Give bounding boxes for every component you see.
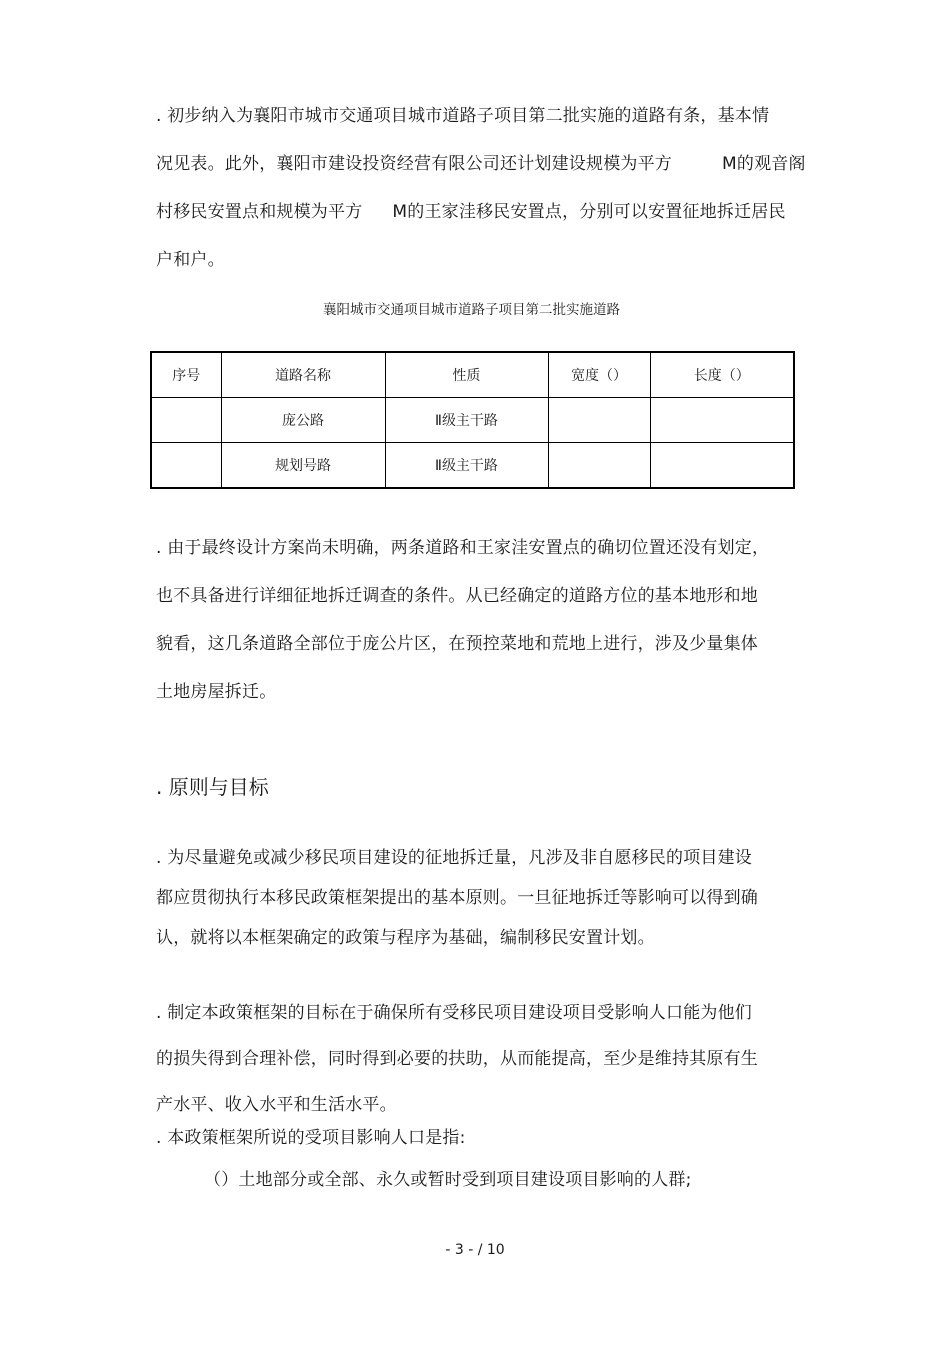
text-line: . 本政策框架所说的受项目影响人口是指: (156, 1128, 466, 1148)
text-line: . 制定本政策框架的目标在于确保所有受移民项目建设项目受影响人口能为他们 (156, 1003, 753, 1023)
objective-paragraph (156, 990, 796, 1128)
table-cell (650, 443, 794, 489)
affected-population-paragraph (156, 1118, 796, 1158)
text-segment: 况见表。此外，襄阳市建设投资经营有限公司还计划建设规模为平方 (156, 154, 672, 174)
text-segment: M的王家洼移民安置点，分别可以安置征地拆迁居民 (392, 202, 786, 222)
table-cell: Ⅱ级主干路 (385, 398, 548, 443)
table-cell (151, 398, 221, 443)
header-road-name: 道路名称 (221, 352, 385, 398)
text-line (156, 140, 806, 188)
text-line: 貌看，这几条道路全部位于庞公片区，在预控菜地和荒地上进行，涉及少量集体 (156, 634, 758, 654)
text-line: 认，就将以本框架确定的政策与程序为基础，编制移民安置计划。 (156, 928, 655, 948)
table-header-row (151, 352, 794, 398)
table-cell (548, 398, 650, 443)
design-paragraph (156, 524, 796, 716)
text-line: （）土地部分或全部、永久或暂时受到项目建设项目影响的人群; (204, 1170, 692, 1190)
table-row (151, 398, 794, 443)
text-segment: 村移民安置点和规模为平方 (156, 202, 363, 222)
table-cell (548, 443, 650, 489)
header-width: 宽度（） (548, 352, 650, 398)
text-line: 都应贯彻执行本移民政策框架提出的基本原则。一旦征地拆迁等影响可以得到确 (156, 888, 758, 908)
table-cell: Ⅱ级主干路 (385, 443, 548, 489)
text-line: . 由于最终设计方案尚未明确，两条道路和王家洼安置点的确切位置还没有划定， (156, 538, 770, 558)
intro-paragraph (156, 92, 806, 284)
list-item (204, 1160, 844, 1200)
header-length: 长度（） (650, 352, 794, 398)
table-cell: 规划号路 (221, 443, 385, 489)
table-cell: 庞公路 (221, 398, 385, 443)
table-cell (650, 398, 794, 443)
text-line: 户和户。 (156, 250, 225, 270)
table-cell (151, 443, 221, 489)
text-line: 产水平、收入水平和生活水平。 (156, 1095, 397, 1115)
text-line: . 初步纳入为襄阳市城市交通项目城市道路子项目第二批实施的道路有条，基本情 (156, 106, 770, 126)
header-class: 性质 (385, 352, 548, 398)
table-row (151, 443, 794, 489)
text-line: 的损失得到合理补偿，同时得到必要的扶助，从而能提高，至少是维持其原有生 (156, 1049, 758, 1069)
text-line: 土地房屋拆迁。 (156, 682, 277, 702)
text-segment: M的观音阁 (722, 154, 806, 174)
text-line: 也不具备进行详细征地拆迁调查的条件。从已经确定的道路方位的基本地形和地 (156, 586, 758, 606)
header-index: 序号 (151, 352, 221, 398)
page-number: - 3 - / 10 (445, 1242, 505, 1258)
text-line (156, 188, 796, 236)
principle-paragraph (156, 838, 796, 958)
table-caption: 襄阳城市交通项目城市道路子项目第二批实施道路 (323, 302, 620, 318)
section-heading: . 原则与目标 (156, 775, 269, 799)
roads-table (150, 351, 795, 489)
text-line: . 为尽量避免或减少移民项目建设的征地拆迁量，凡涉及非自愿移民的项目建设 (156, 848, 753, 868)
